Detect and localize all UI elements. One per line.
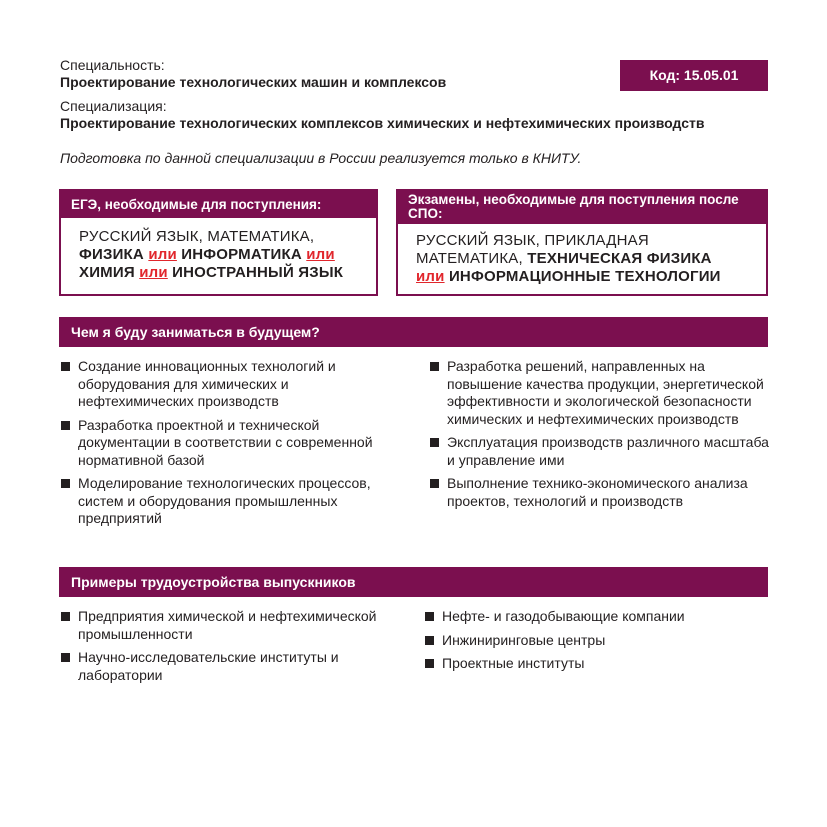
code-badge: Код: 15.05.01 [620, 60, 768, 91]
bullet-square-icon [425, 612, 434, 621]
list-item: Нефте- и газодобывающие компании [424, 608, 764, 626]
list-item: Эксплуатация производств различного масштаба и управление ими [429, 434, 769, 469]
employment-list-left [60, 608, 390, 690]
ege-box [59, 189, 378, 296]
bullet-square-icon [61, 612, 70, 621]
list-item: Выполнение технико-экономического анализа проектов, технологий и производств [429, 475, 769, 510]
bullet-square-icon [61, 362, 70, 371]
or-word: или [306, 246, 335, 263]
ege-box-subjects [61, 218, 376, 292]
list-item: Моделирование технологических процессов, систем и оборудования промышленных предприятий [60, 475, 380, 528]
or-word: или [139, 264, 168, 281]
future-list-right [429, 358, 769, 516]
spo-line-2 [416, 250, 750, 268]
bullet-square-icon [425, 659, 434, 668]
spo-line-3 [416, 268, 750, 286]
employment-section-title: Примеры трудоустройства выпускников [59, 567, 768, 597]
future-section-title: Чем я буду заниматься в будущем? [59, 317, 768, 347]
subject-math-part: МАТЕМАТИКА, [416, 250, 523, 267]
list-item: Предприятия химической и нефтехимической промышленности [60, 608, 390, 643]
subject-informatics: ИНФОРМАТИКА [181, 246, 302, 263]
bullet-square-icon [61, 653, 70, 662]
subject-tech-physics: ТЕХНИЧЕСКАЯ ФИЗИКА [527, 250, 712, 267]
employment-list-right [424, 608, 764, 679]
spo-box-subjects [398, 224, 766, 296]
future-list-left [60, 358, 380, 534]
or-word: или [416, 268, 445, 285]
ege-box-title: ЕГЭ, необходимые для поступления: [61, 191, 376, 218]
bullet-square-icon [430, 479, 439, 488]
spo-line-1: РУССКИЙ ЯЗЫК, ПРИКЛАДНАЯ [416, 232, 649, 249]
specialization-label: Специализация: [60, 98, 167, 114]
subject-foreign-language: ИНОСТРАННЫЙ ЯЗЫК [172, 264, 344, 281]
specialty-label: Специальность: [60, 57, 165, 73]
subject-physics: ФИЗИКА [79, 246, 144, 263]
ege-line-1: РУССКИЙ ЯЗЫК, МАТЕМАТИКА, [79, 228, 315, 245]
list-item: Разработка проектной и технической документации в соответствии с современной нормативной базой [60, 417, 380, 470]
or-word: или [148, 246, 177, 263]
bullet-square-icon [425, 636, 434, 645]
list-item: Научно-исследовательские институты и лаборатории [60, 649, 390, 684]
bullet-square-icon [61, 479, 70, 488]
ege-line-3 [79, 264, 360, 282]
subject-chemistry: ХИМИЯ [79, 264, 135, 281]
list-item: Проектные институты [424, 655, 764, 673]
bullet-square-icon [61, 421, 70, 430]
bullet-square-icon [430, 362, 439, 371]
subject-info-tech: ИНФОРМАЦИОННЫЕ ТЕХНОЛОГИИ [448, 268, 721, 285]
spo-box [396, 189, 768, 296]
bullet-square-icon [430, 438, 439, 447]
specialization-value: Проектирование технологических комплексов химических и нефтехимических производств [60, 115, 705, 131]
specialty-value: Проектирование технологических машин и комплексов [60, 74, 447, 90]
list-item: Разработка решений, направленных на повышение качества продукции, энергетической эффективности и экологической безопасности химических и нефтехимических производств [429, 358, 769, 428]
ege-line-2 [79, 246, 360, 264]
spo-box-title: Экзамены, необходимые для поступления после СПО: [398, 191, 766, 224]
list-item: Инжиниринговые центры [424, 632, 764, 650]
specialization-note: Подготовка по данной специализации в России реализуется только в КНИТУ. [60, 150, 582, 166]
list-item: Создание инновационных технологий и оборудования для химических и нефтехимических производств [60, 358, 380, 411]
